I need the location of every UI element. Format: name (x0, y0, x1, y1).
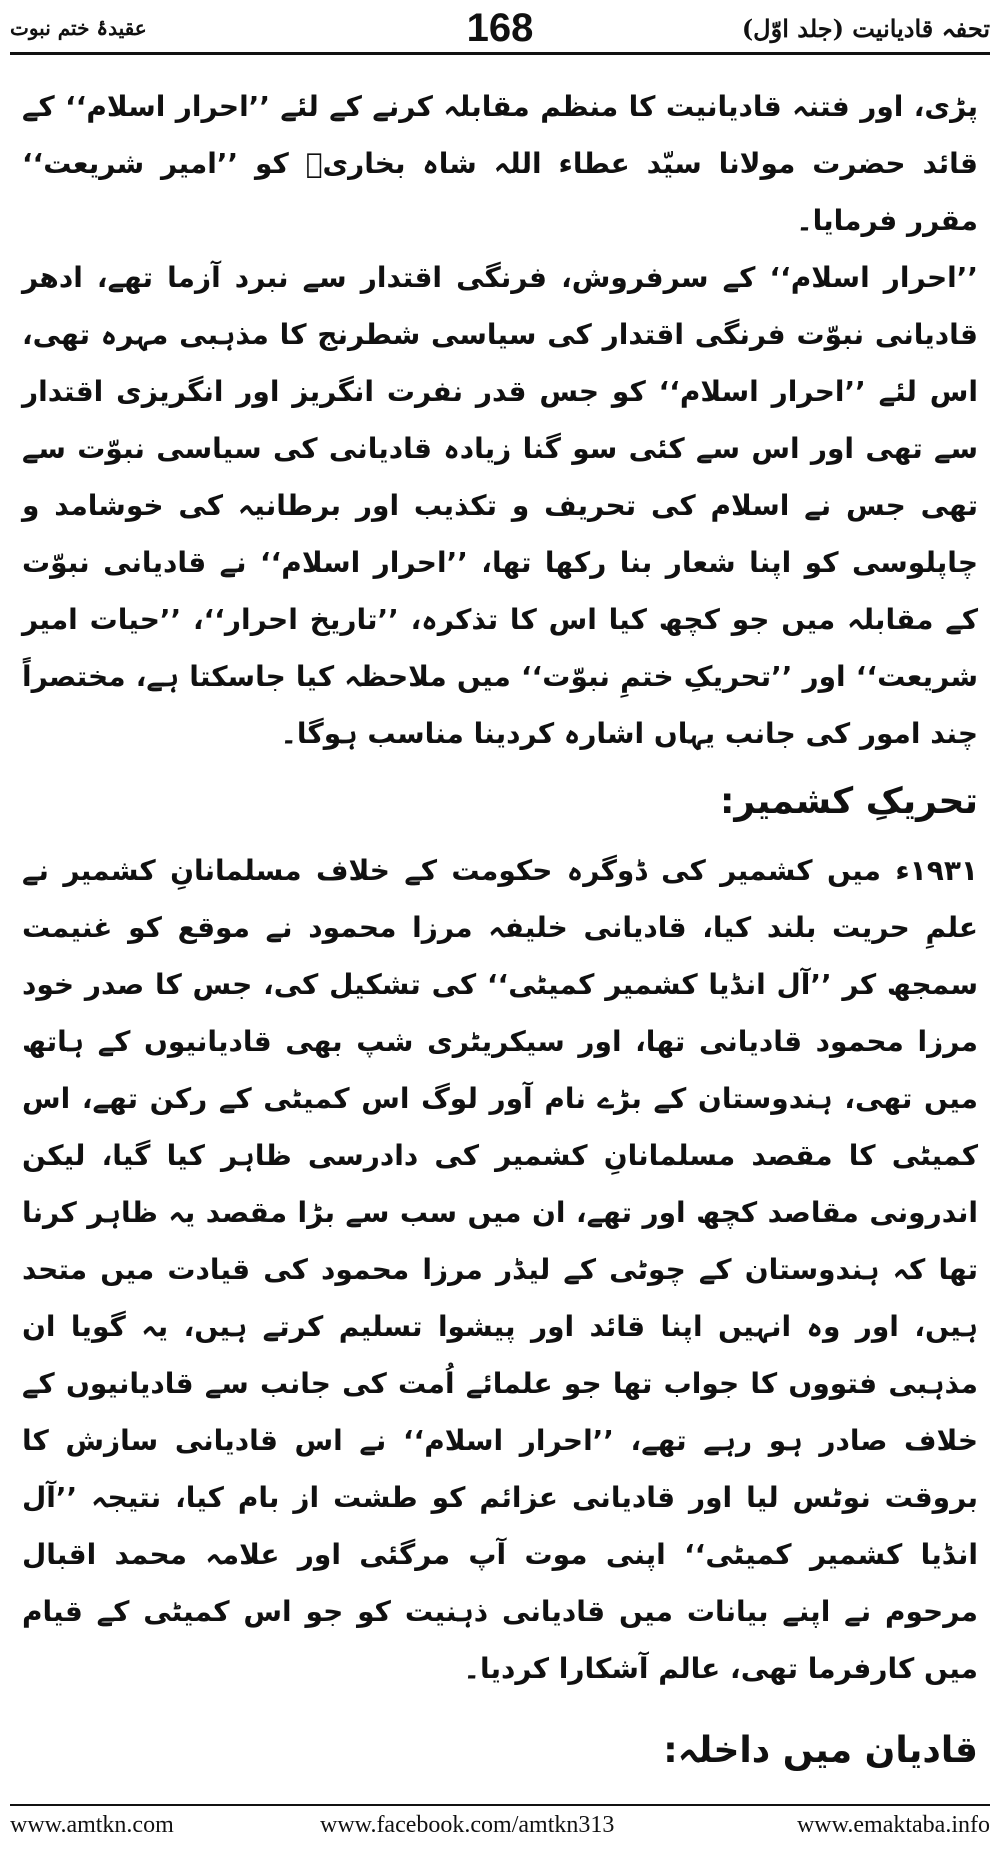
page-body (22, 78, 978, 1791)
page-number: 168 (466, 6, 534, 50)
section-title: عقیدۂ ختم نبوت (10, 16, 147, 40)
heading-kashmir-movement: تحریکِ کشمیر: (720, 781, 978, 822)
paragraph-2: ’’احرار اسلام‘‘ کے سرفروش، فرنگی اقتدار سے نبرد آزما تھے، ادھر قادیانی نبوّت فرنگی اقتدار کی سیاسی شطرنج کا مذہبی مہرہ تھی، اس لئے ’’احرار اسلام‘‘ کو جس قدر نفرت انگریز اور انگریزی اقتدار سے تھی اور اس سے کئی سو گنا زیادہ قادیانی کی سیاسی نبوّت سے تھی جس نے اسلام کی تحریف و تکذیب اور برطانیہ کی خوشامد و چاپلوسی کو اپنا شعار بنا رکھا تھا، ’’احرار اسلام‘‘ نے قادیانی نبوّت کے مقابلہ میں جو کچھ کیا اس کا تذکرہ، ’’تاریخ احرار‘‘، ’’حیات امیر شریعت‘‘ اور ’’تحریکِ ختمِ نبوّت‘‘ میں ملاحظہ کیا جاسکتا ہے، مختصراً چند امور کی جانب یہاں اشارہ کردینا مناسب ہوگا۔ (22, 261, 978, 750)
book-title: تحفہ قادیانیت (جلد اوّل) (741, 14, 990, 43)
footer-link-emaktaba[interactable]: www.emaktaba.info (796, 1812, 990, 1838)
footer-link-facebook[interactable]: www.facebook.com/amtkn313 (320, 1812, 615, 1838)
paragraph-1: پڑی، اور فتنہ قادیانیت کا منظم مقابلہ کرنے کے لئے ’’احرار اسلام‘‘ کے قائد حضرت مولانا سیّد عطاء اللہ شاہ بخاریؒ کو ’’امیر شریعت‘‘ مقرر فرمایا۔ (22, 90, 978, 237)
page-header (10, 6, 990, 55)
paragraph-3: ۱۹۳۱ء میں کشمیر کی ڈوگرہ حکومت کے خلاف مسلمانانِ کشمیر نے علمِ حریت بلند کیا، قادیانی خلیفہ مرزا محمود نے موقع کو غنیمت سمجھ کر ’’آل انڈیا کشمیر کمیٹی‘‘ کی تشکیل کی، جس کا صدر خود مرزا محمود قادیانی تھا، اور سیکریٹری شپ بھی قادیانیوں کے ہاتھ میں تھی، ہندوستان کے بڑے نام آور لوگ اس کمیٹی کے رکن تھے، اس کمیٹی کا مقصد مسلمانانِ کشمیر کی دادرسی ظاہر کیا گیا، لیکن اندرونی مقاصد کچھ اور تھے، ان میں سب سے بڑا مقصد یہ ظاہر کرنا تھا کہ ہندوستان کے چوٹی کے لیڈر مرزا محمود کی قیادت میں متحد ہیں، اور وہ انہیں اپنا قائد اور پیشوا تسلیم کرتے ہیں، یہ گویا ان مذہبی فتووں کا جواب تھا جو علمائے اُمت کی جانب سے قادیانیوں کے خلاف صادر ہو رہے تھے، ’’احرار اسلام‘‘ نے اس قادیانی سازش کا بروقت نوٹس لیا اور قادیانی عزائم کو طشت از بام کیا، نتیجہ ’’آل انڈیا کشمیر کمیٹی‘‘ اپنی موت آپ مرگئی اور علامہ محمد اقبال مرحوم نے اپنے بیانات میں قادیانی ذہنیت کو جو اس کمیٹی کے قیام میں کارفرما تھی، عالم آشکارا کردیا۔ (22, 854, 978, 1685)
heading-entry-qadian: قادیان میں داخلہ: (663, 1730, 978, 1771)
page-footer (10, 1804, 990, 1846)
footer-link-amtkn[interactable]: www.amtkn.com (10, 1812, 174, 1838)
